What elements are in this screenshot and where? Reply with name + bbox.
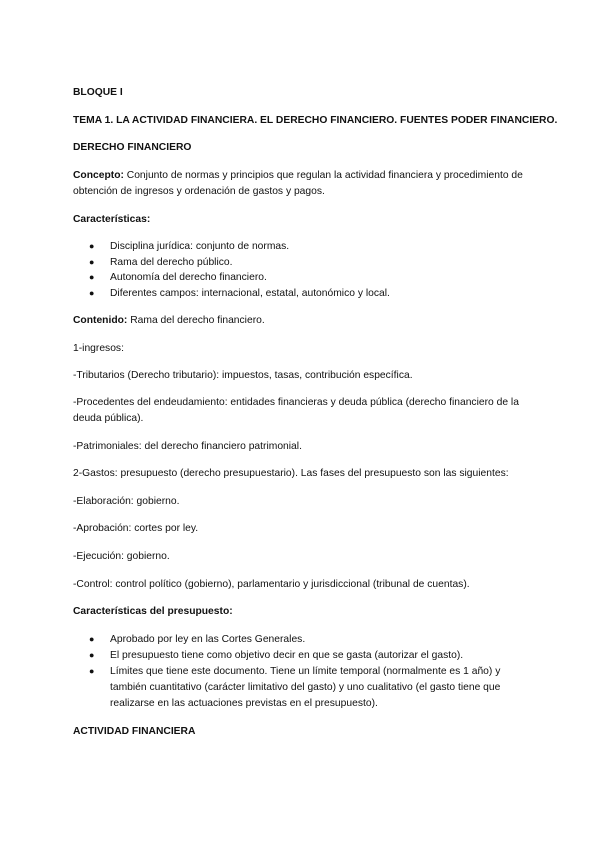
control-paragraph: -Control: control político (gobierno), parlamentario y jurisdiccional (tribunal de cuentas).	[73, 579, 470, 590]
bullet-icon: ●	[89, 272, 95, 282]
bullet-icon: ●	[89, 666, 95, 676]
presupuesto-item-2: El presupuesto tiene como objetivo decir en que se gasta (autorizar el gasto).	[110, 650, 464, 661]
tema-heading: TEMA 1. LA ACTIVIDAD FINANCIERA. EL DERECHO FINANCIERO. FUENTES PODER FINANCIERO.	[73, 115, 558, 126]
bullet-icon: ●	[89, 650, 95, 660]
bullet-icon: ●	[89, 257, 95, 267]
caracteristica-item-3: Autonomía del derecho financiero.	[110, 272, 267, 283]
concepto-text: Conjunto de normas y principios que regulan la actividad financiera y procedimiento de	[123, 170, 523, 181]
gastos-paragraph: 2-Gastos: presupuesto (derecho presupuestario). Las fases del presupuesto son las siguientes:	[73, 468, 509, 479]
contenido-text: Rama del derecho financiero.	[127, 315, 265, 326]
bullet-icon: ●	[89, 241, 95, 251]
presupuesto-heading: Características del presupuesto:	[73, 606, 233, 617]
patrimoniales-paragraph: -Patrimoniales: del derecho financiero patrimonial.	[73, 441, 302, 452]
presupuesto-item-3-line-1: Límites que tiene este documento. Tiene un límite temporal (normalmente es 1 año) y	[110, 666, 501, 677]
bullet-icon: ●	[89, 288, 95, 298]
bullet-icon: ●	[89, 634, 95, 644]
procedentes-paragraph-line-2: deuda pública).	[73, 413, 144, 424]
caracteristica-item-2: Rama del derecho público.	[110, 257, 233, 268]
concepto-label: Concepto:	[73, 170, 124, 181]
elaboracion-paragraph: -Elaboración: gobierno.	[73, 496, 180, 507]
concepto-paragraph-line-1	[73, 168, 523, 183]
procedentes-paragraph-line-1: -Procedentes del endeudamiento: entidades financieras y deuda pública (derecho financiero de la	[73, 397, 519, 408]
aprobacion-paragraph: -Aprobación: cortes por ley.	[73, 523, 199, 534]
presupuesto-item-1: Aprobado por ley en las Cortes Generales.	[110, 634, 306, 645]
presupuesto-item-3-line-2: también cuantitativo (carácter limitativo del gasto) y uno cualitativo (el gasto tiene que	[110, 682, 501, 693]
contenido-label: Contenido:	[73, 315, 128, 326]
caracteristica-item-4: Diferentes campos: internacional, estatal, autonómico y local.	[110, 288, 390, 299]
contenido-paragraph	[73, 313, 265, 328]
bloque-heading: BLOQUE I	[73, 87, 123, 98]
actividad-financiera-heading: ACTIVIDAD FINANCIERA	[73, 726, 196, 737]
presupuesto-item-3-line-3: realizarse en las actuaciones previstas en el presupuesto).	[110, 698, 378, 709]
ejecucion-paragraph: -Ejecución: gobierno.	[73, 551, 170, 562]
caracteristicas-heading: Características:	[73, 214, 151, 225]
caracteristica-item-1: Disciplina jurídica: conjunto de normas.	[110, 241, 290, 252]
tributarios-paragraph: -Tributarios (Derecho tributario): impuestos, tasas, contribución específica.	[73, 370, 413, 381]
concepto-paragraph-line-2: obtención de ingresos y ordenación de gastos y pagos.	[73, 186, 325, 197]
ingresos-heading: 1-ingresos:	[73, 343, 124, 354]
derecho-financiero-heading: DERECHO FINANCIERO	[73, 142, 192, 153]
